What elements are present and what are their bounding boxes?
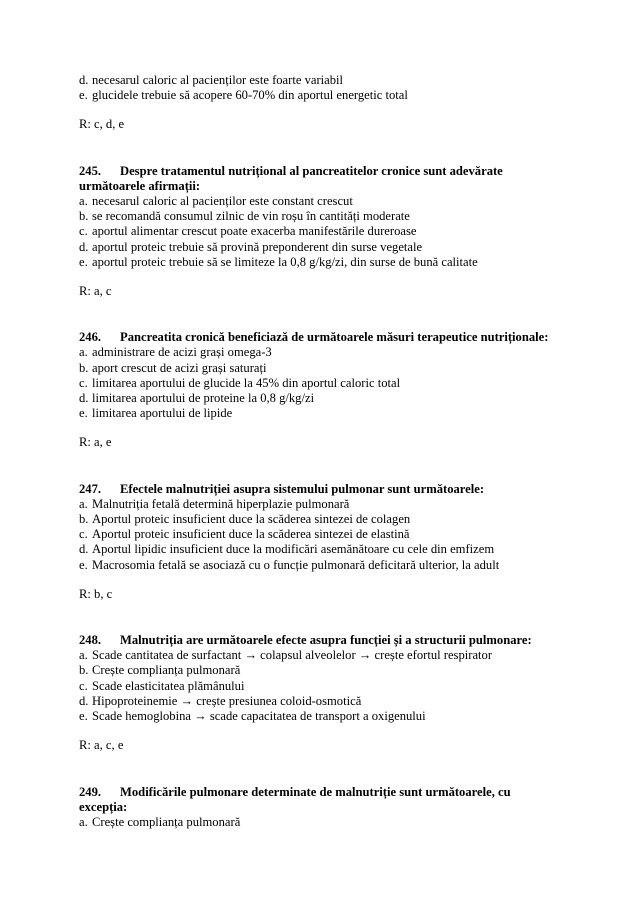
option-e: e. Scade hemoglobina → scade capacitatea de transport a oxigenului: [79, 709, 426, 724]
option-d: d. aportul proteic trebuie să provină preponderent din surse vegetale: [79, 239, 423, 254]
option-e: e. Macrosomia fetală se asociază cu o funcție pulmonară deficitară ulterior, la adult: [79, 557, 500, 572]
option-c: c. aportul alimentar crescut poate exacerba manifestările dureroase: [79, 224, 417, 239]
option-b: b. Crește complianța pulmonară: [79, 663, 241, 678]
answer: R: a, c, e: [79, 738, 124, 753]
document-page: [79, 73, 599, 830]
option-a: a. Crește complianța pulmonară: [79, 814, 241, 829]
option-b: b. Aportul proteic insuficient duce la scăderea sintezei de colagen: [79, 512, 411, 527]
question-248: [79, 633, 599, 753]
question-title: 245. Despre tratamentul nutrițional al pancreatitelor cronice sunt adevărate: [79, 163, 503, 178]
option-c: c. limitarea aportului de glucide la 45% din aportul caloric total: [79, 375, 401, 390]
option-e: e. aportul proteic trebuie să se limiteze la 0,8 g/kg/zi, din surse de bună calitate: [79, 254, 478, 269]
option-c: c. Aportul proteic insuficient duce la scăderea sintezei de elastină: [79, 527, 410, 542]
option-e: e. glucidele trebuie să acopere 60-70% din aportul energetic total: [79, 88, 408, 103]
answer: R: a, e: [79, 435, 112, 450]
question-title: 248. Malnutriția are următoarele efecte asupra funcției și a structurii pulmonare:: [79, 633, 532, 648]
question-246: [79, 330, 599, 450]
answer: R: c, d, e: [79, 117, 125, 132]
option-a: a. necesarul caloric al pacienților este constant crescut: [79, 194, 353, 209]
question-244-tail: [79, 73, 599, 133]
answer: R: b, c: [79, 586, 113, 601]
option-d: d. Hipoproteinemie → crește presiunea coloid-osmotică: [79, 693, 362, 708]
option-b: b. se recomandă consumul zilnic de vin roșu în cantități moderate: [79, 209, 410, 224]
option-e: e. limitarea aportului de lipide: [79, 406, 233, 421]
question-title: 247. Efectele malnutriției asupra sistemului pulmonar sunt următoarele:: [79, 481, 485, 496]
option-a: a. administrare de acizi grași omega-3: [79, 345, 272, 360]
option-a: a. Malnutriția fetală determină hiperplazie pulmonară: [79, 496, 350, 511]
option-c: c. Scade elasticitatea plămânului: [79, 678, 245, 693]
question-249: [79, 785, 599, 831]
answer: R: a, c: [79, 284, 112, 299]
question-247: [79, 482, 599, 602]
question-title-cont: următoarele afirmații:: [79, 178, 201, 193]
question-245: [79, 164, 599, 300]
question-title: 246. Pancreatita cronică beneficiază de următoarele măsuri terapeutice nutriționale:: [79, 330, 549, 345]
option-b: b. aport crescut de acizi grași saturați: [79, 360, 267, 375]
question-title: 249. Modificările pulmonare determinate de malnutriție sunt următoarele, cu: [79, 784, 511, 799]
question-title-cont: excepția:: [79, 799, 128, 814]
option-d: d. limitarea aportului de proteine la 0,8 g/kg/zi: [79, 391, 315, 406]
option-d: d. necesarul caloric al pacienților este foarte variabil: [79, 73, 344, 87]
option-a: a. Scade cantitatea de surfactant → colapsul alveolelor → crește efortul respirator: [79, 648, 493, 663]
option-d: d. Aportul lipidic insuficient duce la modificări asemănătoare cu cele din emfizem: [79, 542, 495, 557]
